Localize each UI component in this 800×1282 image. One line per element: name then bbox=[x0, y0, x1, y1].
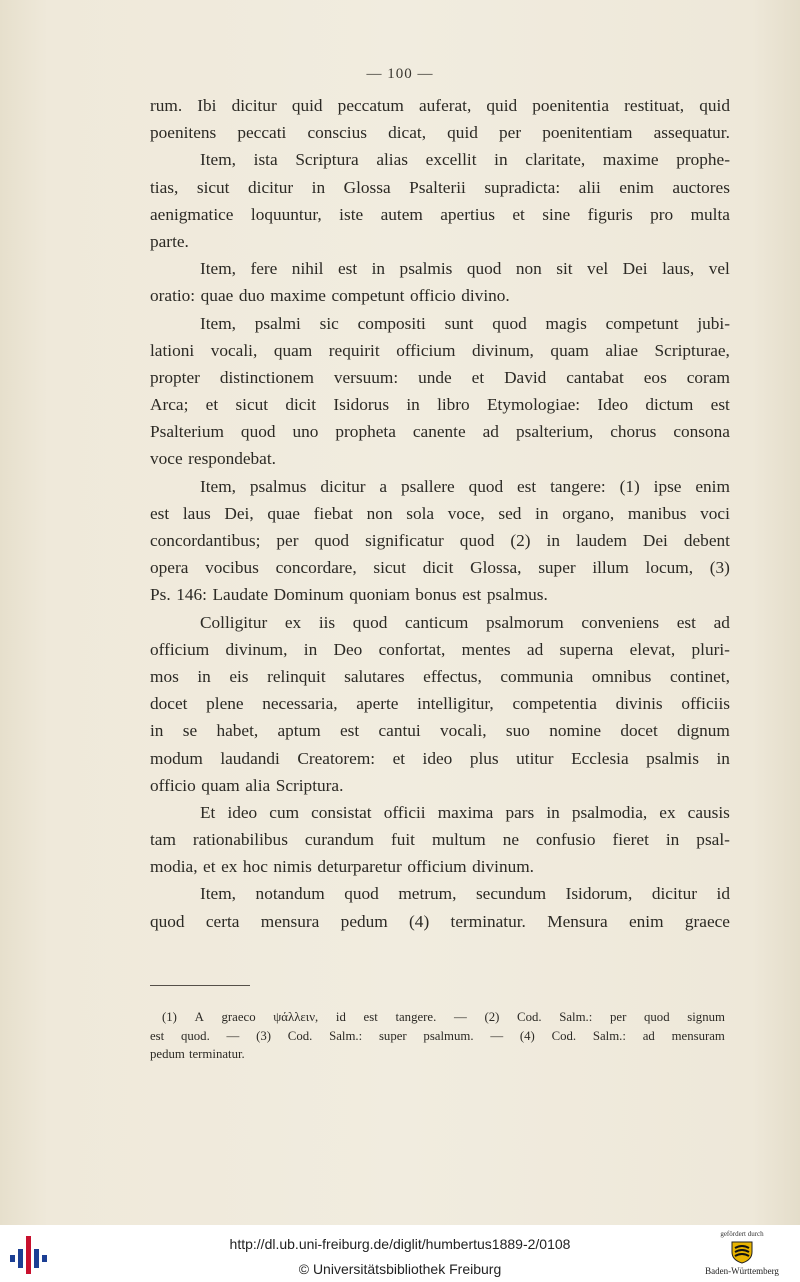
sponsor-logo bbox=[690, 1228, 794, 1280]
text-line: concordantibus; per quod significatur quod (2) in laudem Dei debent bbox=[150, 531, 730, 550]
text-line: officio quam alia Scriptura. bbox=[150, 775, 344, 795]
text-line: aenigmatice loquuntur, iste autem apertius et sine figuris pro multa bbox=[150, 204, 730, 224]
permalink-url[interactable]: http://dl.ub.uni-freiburg.de/diglit/humbertus1889-2/0108 bbox=[229, 1236, 571, 1252]
text-line: mos in eis relinquit salutares effectus, communia omnibus continet, bbox=[150, 666, 730, 686]
text-line: propter distinctionem versuum: unde et David cantabat eos coram bbox=[150, 367, 730, 387]
sponsor-label: gefördert durch bbox=[720, 1230, 764, 1238]
text-line: Item, psalmi sic compositi sunt quod magis competunt jubi- bbox=[200, 313, 730, 333]
copyright-notice: © Universitätsbibliothek Freiburg bbox=[298, 1261, 502, 1277]
text-line: oratio: quae duo maxime competunt officio divino. bbox=[150, 286, 510, 306]
text-line: parte. bbox=[150, 231, 189, 251]
text-line: opera vocibus concordare, sicut dicit Glossa, super illum locum, (3) bbox=[150, 558, 730, 578]
text-line: tam rationabilibus curandum fuit multum ne confusio fieret in psal- bbox=[150, 830, 730, 850]
text-line: quod certa mensura pedum (4) terminatur. Mensura enim graece bbox=[150, 911, 730, 931]
text-line: Arca; et sicut dicit Isidorus in libro Etymologiae: Ideo dictum est bbox=[150, 395, 730, 415]
text-line: Item, ista Scriptura alias excellit in claritate, maxime prophe- bbox=[200, 150, 730, 170]
text-line: docet plene necessaria, aperte intelligitur, competentia divinis officiis bbox=[150, 694, 730, 714]
viewer-footer bbox=[0, 1225, 800, 1282]
footnote-line: (1) A graeco ψάλλειν, id est tangere. — (2) Cod. Salm.: per quod signum bbox=[162, 1010, 725, 1024]
coat-of-arms-icon bbox=[729, 1240, 755, 1264]
text-line: lationi vocali, quam requirit officium divinum, quam aliae Scripturae, bbox=[150, 340, 730, 360]
text-line: est laus Dei, quae fiebat non sola voce, sed in organo, manibus voci bbox=[150, 503, 730, 523]
footnotes bbox=[150, 1008, 725, 1064]
page-number: — 100 — bbox=[366, 66, 434, 82]
text-line: Item, notandum quod metrum, secundum Isidorum, dicitur id bbox=[200, 884, 730, 904]
text-line: Ps. 146: Laudate Dominum quoniam bonus est psalmus. bbox=[150, 585, 548, 605]
text-line: officium divinum, in Deo confortat, mentes ad superna elevat, pluri- bbox=[150, 639, 730, 659]
footnote-line: est quod. — (3) Cod. Salm.: super psalmum. — (4) Cod. Salm.: ad mensuram bbox=[150, 1028, 725, 1043]
text-line: modia, et ex hoc nimis deturparetur officium divinum. bbox=[150, 857, 534, 877]
text-line: tias, sicut dicitur in Glossa Psalterii supradicta: alii enim auctores bbox=[150, 177, 730, 197]
text-line: Et ideo cum consistat officii maxima pars in psalmodia, ex causis bbox=[200, 802, 730, 822]
footnote-separator bbox=[150, 985, 250, 986]
text-line: Item, psalmus dicitur a psallere quod est tangere: (1) ipse enim bbox=[200, 476, 730, 496]
body-text bbox=[150, 92, 730, 935]
sponsor-name: Baden-Württemberg bbox=[705, 1266, 779, 1276]
text-line: modum laudandi Creatorem: et ideo plus utitur Ecclesia psalmis in bbox=[150, 748, 730, 768]
text-line: Colligitur ex iis quod canticum psalmorum conveniens est ad bbox=[200, 612, 730, 632]
text-line: poenitens peccati conscius dicat, quid per poenitentiam assequatur. bbox=[150, 123, 730, 143]
text-line: Item, fere nihil est in psalmis quod non sit vel Dei laus, vel bbox=[200, 259, 730, 279]
text-line: rum. Ibi dicitur quid peccatum auferat, quid poenitentia restituat, quid bbox=[150, 96, 730, 115]
footnote-line: pedum terminatur. bbox=[150, 1047, 245, 1061]
text-line: Psalterium quod uno propheta canente ad psalterium, chorus consona bbox=[150, 422, 730, 442]
text-line: in se habet, aptum est cantui vocali, suo nomine docet dignum bbox=[150, 721, 730, 741]
text-line: voce respondebat. bbox=[150, 449, 276, 469]
